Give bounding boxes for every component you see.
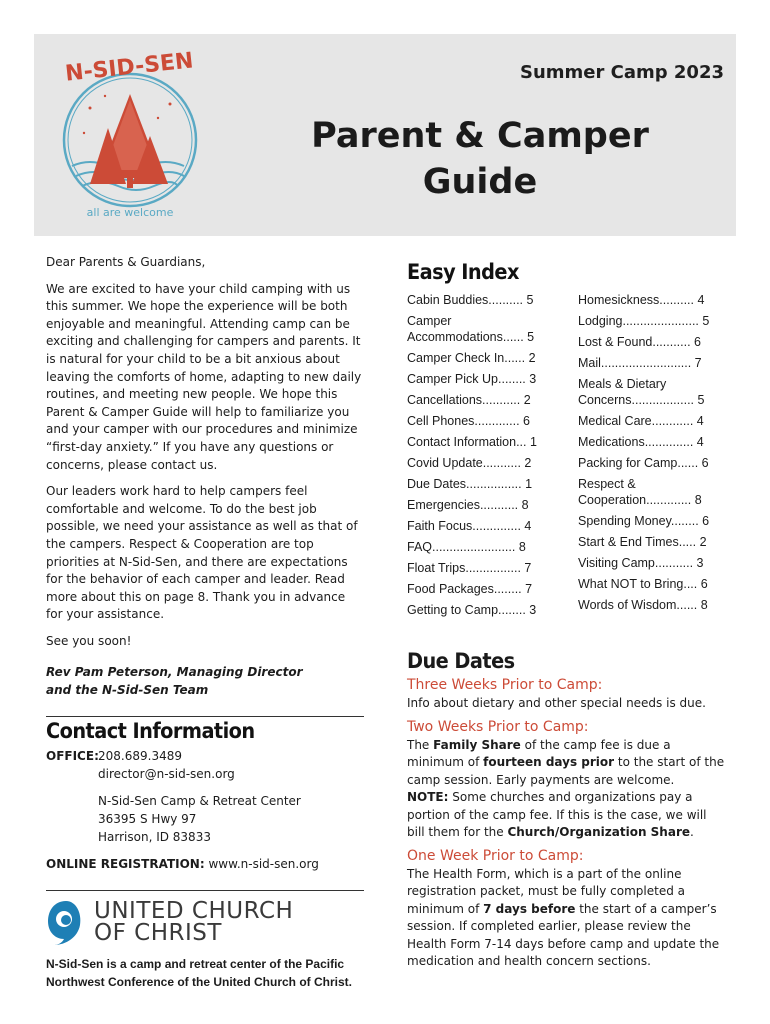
index-entry: Due Dates................ 1 [407,477,533,491]
index-entry: Camper Pick Up........ 3 [407,372,537,386]
index-entry: Packing for Camp...... 6 [578,456,709,470]
index-entry: FAQ........................ 8 [407,540,526,554]
one-week-title: One Week Prior to Camp: [407,847,584,864]
index-entry: Cancellations........... 2 [407,393,531,407]
mailing-address: N-Sid-Sen Camp & Retreat Center 36395 S Hwy 97 Harrison, ID 83833 [98,794,301,844]
index-entry: Words of Wisdom...... 8 [578,598,708,612]
ucc-line-1: UNITED CHURCH [94,897,294,924]
index-entry: Mail.......................... 7 [578,356,702,370]
office-label: OFFICE: [46,749,99,764]
letter-paragraph-1: We are excited to have your child camping with us this summer. We hope the experience will be both enjoyable and meaningful. Attending camp can be exciting and challenging for campers and parents. It is natural for your child to be a bit anxious about leaving the comforts of home, adapting to new daily routines, and meeting new people. We hope this Parent & Camper Guide will help to familiarize you and your camper with our procedures and minimize “first-day anxiety.” If you have any questions or concerns, please contact us. [46,281,362,472]
index-entry: Camper Check In...... 2 [407,351,536,365]
letter-paragraph-2: Our leaders work hard to help campers feel comfortable and welcome. To do the best job possible, we need your assistance as well as that of the campers. Respect & Cooperation are top priorities at N-Sid-Sen, and there are expectations for the behavior of each camper and leader. Read more about this on page 8. Thank you in advance for your assistance. [46,484,358,622]
index-entry: Covid Update........... 2 [407,456,532,470]
index-entry: Camper Accommodations...... 5 [407,314,535,344]
two-weeks-body: The Family Share of the camp fee is due a minimum of fourteen days prior to the start of the camp session. Early payments are welcome. NOTE: Some churches and organizations pay a portion of the camp fee. If this is the case, we will bill them for the Church/Organization Share. [407,737,725,839]
index-entry: Respect & Cooperation............. 8 [578,477,702,507]
divider [46,890,364,891]
index-column-1 [407,292,556,623]
three-weeks-body: Info about dietary and other special needs is due. [407,696,706,710]
ucc-comma-icon [46,899,86,945]
index-entry: What NOT to Bring.... 6 [578,577,708,591]
office-contact [46,748,364,783]
index-entry: Cabin Buddies.......... 5 [407,293,534,307]
index-entry: Food Packages........ 7 [407,582,533,596]
office-phone[interactable]: 208.689.3489 [98,749,182,764]
index-entry: Lost & Found........... 6 [578,335,701,349]
conference-note: N-Sid-Sen is a camp and retreat center of the Pacific Northwest Conference of the United Church of Christ. [46,956,353,989]
index-entry: Getting to Camp........ 3 [407,603,537,617]
logo-wordmark: N-SID-SEN [64,48,195,87]
n-sid-sen-logo [50,38,210,223]
online-url[interactable]: www.n-sid-sen.org [208,857,319,872]
index-entry: Medical Care............ 4 [578,414,704,428]
letter-greeting: Dear Parents & Guardians, [46,255,206,269]
office-email[interactable]: director@n-sid-sen.org [98,766,235,781]
three-weeks-title: Three Weeks Prior to Camp: [407,677,603,693]
index-entry: Meals & Dietary Concerns.................. 5 [578,377,705,407]
one-week-body: The Health Form, which is a part of the online registration packet, must be fully completed a minimum of 7 days before the start of a camper’s session. If completed earlier, please review the Health Form 7-14 days before camp and update the medication and health concern sections. [407,866,720,968]
index-entry: Spending Money........ 6 [578,514,710,528]
index-column-2 [578,292,727,623]
online-label: ONLINE REGISTRATION: [46,857,205,872]
index-entry: Visiting Camp........... 3 [578,556,704,570]
divider [46,716,364,717]
page-title: Parent & Camper Guide [311,116,649,202]
index-table [407,292,727,623]
index-entry: Start & End Times..... 2 [578,535,707,549]
camp-year-label: Summer Camp 2023 [519,62,724,83]
index-entry: Float Trips................ 7 [407,561,532,575]
letter-closing: See you soon! [46,633,132,648]
ucc-line-2: OF CHRIST [94,919,222,946]
index-entry: Lodging...................... 5 [578,314,710,328]
index-entry: Cell Phones............. 6 [407,414,530,428]
due-dates-heading: Due Dates [407,649,515,673]
index-entry: Faith Focus.............. 4 [407,519,532,533]
index-entry: Homesickness.......... 4 [578,293,705,307]
signature: Rev Pam Peterson, Managing Director and the N-Sid-Sen Team [46,665,303,698]
logo-tagline: all are welcome [86,206,174,219]
contact-heading: Contact Information [46,718,255,743]
index-entry: Contact Information... 1 [407,435,537,449]
left-column [46,254,364,991]
ucc-logo [46,899,364,945]
online-registration [46,856,364,874]
index-heading: Easy Index [407,260,519,284]
right-column [407,256,727,977]
two-weeks-title: Two Weeks Prior to Camp: [407,718,589,735]
index-entry: Medications.............. 4 [578,435,704,449]
index-entry: Emergencies........... 8 [407,498,529,512]
